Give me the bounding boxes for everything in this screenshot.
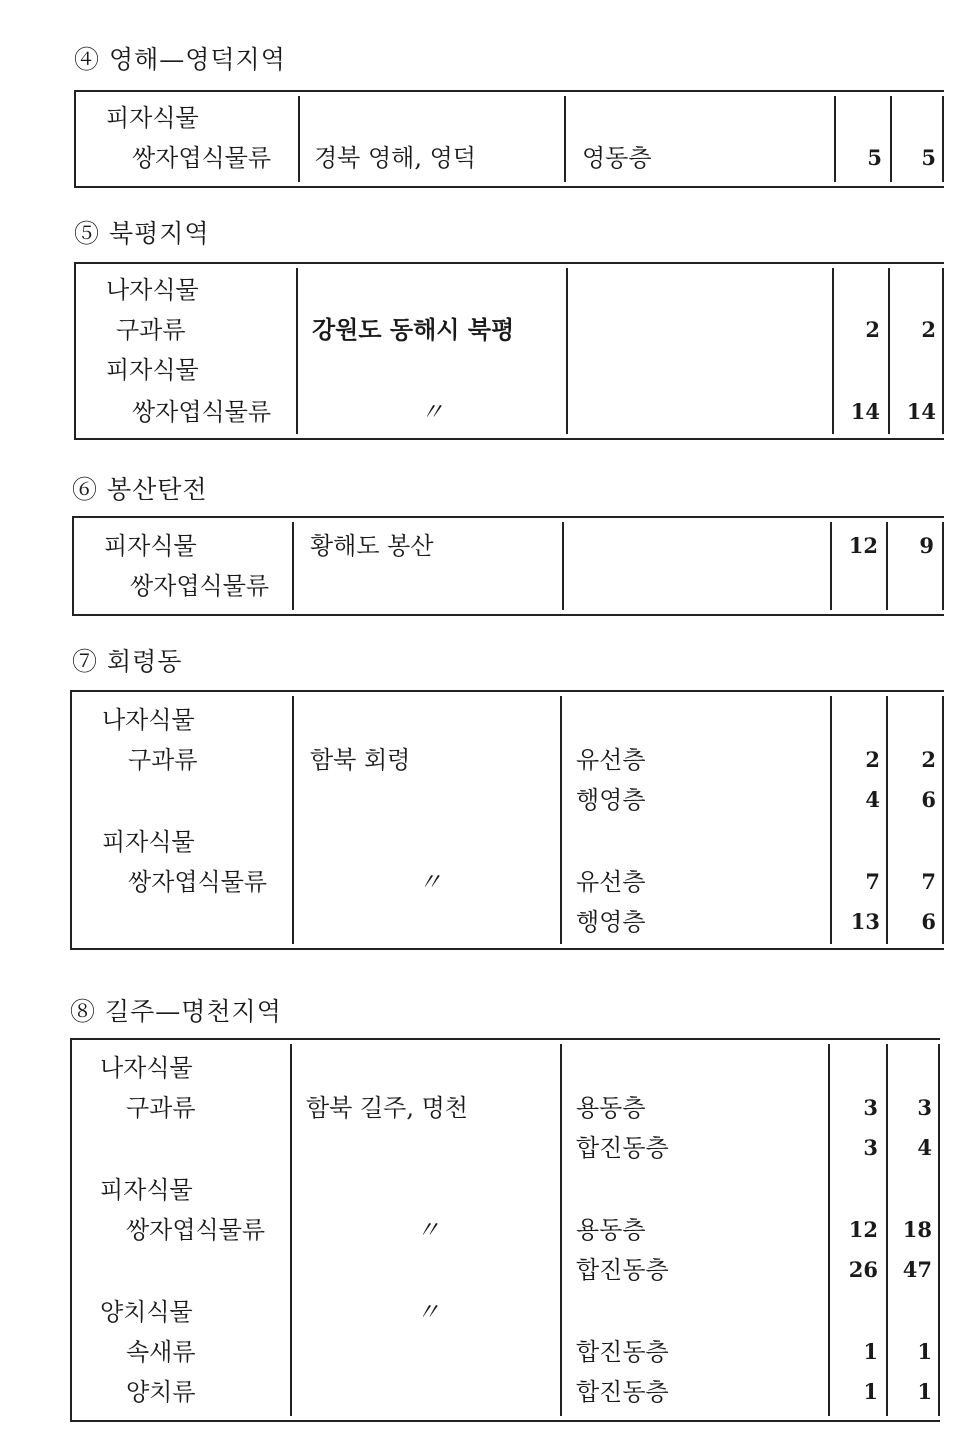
count-cell: 14 <box>906 399 936 424</box>
taxon-label: 피자식물 <box>104 532 197 560</box>
section-title: ⑦ 회령동 <box>72 647 183 676</box>
stratum-cell: 행영층 <box>576 786 646 814</box>
location-cell: 함북 길주, 명천 <box>306 1094 468 1122</box>
count-cell: 2 <box>865 317 880 342</box>
taxon-label: 쌍자엽식물류 <box>132 144 272 172</box>
taxon-label: 나자식물 <box>106 276 199 304</box>
stratum-cell: 영동층 <box>582 144 652 172</box>
stratum-cell: 합진동층 <box>576 1338 669 1366</box>
count-cell: 9 <box>919 533 934 558</box>
taxon-label: 피자식물 <box>106 104 199 132</box>
count-cell: 3 <box>863 1135 878 1160</box>
taxon-label: 구과류 <box>116 316 186 344</box>
data-table <box>70 1038 940 1422</box>
ditto-mark: 〃 <box>416 1298 440 1326</box>
section-title: ⑤ 북평지역 <box>74 219 210 248</box>
taxon-label: 피자식물 <box>102 828 195 856</box>
ditto-mark: 〃 <box>418 868 442 896</box>
location-cell: 강원도 동해시 북평 <box>312 315 515 344</box>
count-cell: 26 <box>848 1257 878 1282</box>
section-title: ⑥ 봉산탄전 <box>72 475 208 504</box>
count-cell: 5 <box>921 145 936 170</box>
count-cell: 2 <box>921 317 936 342</box>
location-cell: 황해도 봉산 <box>310 532 434 560</box>
count-cell: 1 <box>863 1379 878 1404</box>
count-cell: 12 <box>848 1217 878 1242</box>
stratum-cell: 용동층 <box>576 1216 646 1244</box>
count-cell: 14 <box>850 399 880 424</box>
data-table <box>74 262 944 440</box>
count-cell: 47 <box>902 1257 932 1282</box>
taxon-label: 구과류 <box>128 746 198 774</box>
location-cell: 경북 영해, 영덕 <box>314 144 476 172</box>
taxon-label: 나자식물 <box>102 706 195 734</box>
stratum-cell: 유선층 <box>576 868 646 896</box>
count-cell: 3 <box>863 1095 878 1120</box>
count-cell: 6 <box>921 909 936 934</box>
count-cell: 4 <box>917 1135 932 1160</box>
section-title: ④ 영해—영덕지역 <box>74 45 286 74</box>
count-cell: 18 <box>902 1217 932 1242</box>
count-cell: 5 <box>867 145 882 170</box>
count-cell: 2 <box>865 747 880 772</box>
count-cell: 1 <box>917 1379 932 1404</box>
taxon-label: 속새류 <box>126 1338 196 1366</box>
taxon-label: 구과류 <box>126 1094 196 1122</box>
taxon-label: 쌍자엽식물류 <box>132 398 272 426</box>
taxon-label: 피자식물 <box>100 1176 193 1204</box>
stratum-cell: 합진동층 <box>576 1134 669 1162</box>
stratum-cell: 행영층 <box>576 908 646 936</box>
ditto-mark: 〃 <box>420 398 444 426</box>
stratum-cell: 유선층 <box>576 746 646 774</box>
data-table <box>72 516 944 616</box>
count-cell: 6 <box>921 787 936 812</box>
count-cell: 7 <box>921 869 936 894</box>
taxon-label: 피자식물 <box>106 356 199 384</box>
data-table <box>74 90 944 188</box>
data-table <box>70 690 944 950</box>
taxon-label: 양치류 <box>126 1378 196 1406</box>
count-cell: 3 <box>917 1095 932 1120</box>
section-title: ⑧ 길주—명천지역 <box>70 997 282 1026</box>
location-cell: 함북 회령 <box>310 746 411 774</box>
taxon-label: 쌍자엽식물류 <box>130 572 270 600</box>
count-cell: 12 <box>848 533 878 558</box>
count-cell: 13 <box>850 909 880 934</box>
stratum-cell: 합진동층 <box>576 1256 669 1284</box>
count-cell: 1 <box>917 1339 932 1364</box>
taxon-label: 쌍자엽식물류 <box>126 1216 266 1244</box>
count-cell: 7 <box>865 869 880 894</box>
stratum-cell: 용동층 <box>576 1094 646 1122</box>
count-cell: 4 <box>865 787 880 812</box>
taxon-label: 쌍자엽식물류 <box>128 868 268 896</box>
stratum-cell: 합진동층 <box>576 1378 669 1406</box>
ditto-mark: 〃 <box>416 1216 440 1244</box>
count-cell: 1 <box>863 1339 878 1364</box>
taxon-label: 양치식물 <box>100 1298 193 1326</box>
taxon-label: 나자식물 <box>100 1054 193 1082</box>
count-cell: 2 <box>921 747 936 772</box>
